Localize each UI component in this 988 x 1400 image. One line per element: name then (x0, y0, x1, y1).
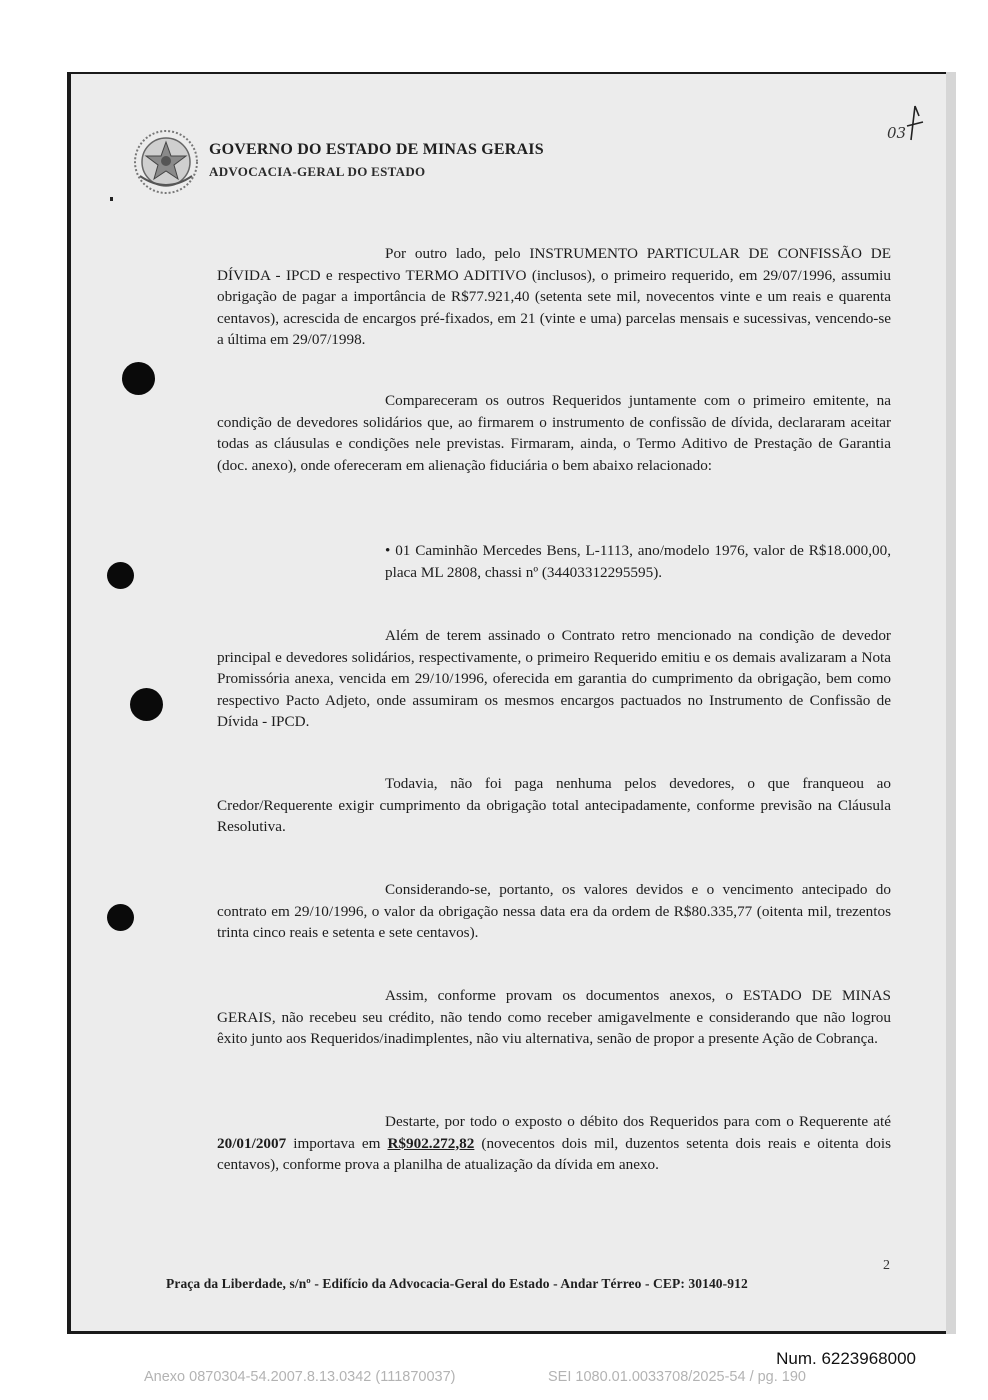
paragraph-6-text: Assim, conforme provam os documentos anexos, o ESTADO DE MINAS GERAIS, não recebeu seu crédito, não tendo como receber amigavelmente e considerando que não logrou êxito junto aos Requeridos/inadimplentes, não viu alternativa, senão de propor a presente Ação de Cobrança. (217, 987, 891, 1047)
document-number: Num. 6223968000 (776, 1349, 916, 1368)
paragraph-3 (217, 625, 891, 733)
punch-hole (107, 904, 134, 931)
page-number: 2 (883, 1258, 890, 1273)
paragraph-1 (217, 243, 891, 351)
paragraph-5 (217, 879, 891, 944)
footer-address: Praça da Liberdade, s/nº - Edifício da Advocacia-Geral do Estado - Andar Térreo - CEP: 30140-912 (166, 1276, 748, 1291)
paragraph-3-text: Além de terem assinado o Contrato retro mencionado na condição de devedor principal e devedores solidários, respectivamente, o primeiro Requerido emitiu e os demais avalizaram a Nota Promissória anexa, vencida em 29/10/1996, oferecida em garantia do cumprimento da obrigação, bem como respectivo Pacto Adjeto, onde assumiram os mesmos encargos pactuados no Instrumento de Confissão de Dívida - IPCD. (217, 627, 891, 730)
org-subtitle: ADVOCACIA-GERAL DO ESTADO (209, 164, 426, 179)
coat-of-arms-seal (132, 128, 200, 196)
scan-edge (946, 72, 956, 1334)
sei-reference: SEI 1080.01.0033708/2025-54 / pg. 190 (548, 1369, 806, 1385)
debt-amount: R$902.272,82 (387, 1134, 475, 1152)
paragraph-5-text: Considerando-se, portanto, os valores devidos e o vencimento antecipado do contrato em 29/10/1996, o valor da obrigação nessa data era da ordem de R$80.335,77 (oitenta mil, trezentos trinta cinco reais e setenta e sete centavos). (217, 881, 891, 941)
paragraph-4 (217, 773, 891, 838)
speck (110, 197, 113, 201)
annex-reference: Anexo 0870304-54.2007.8.13.0342 (111870037) (144, 1369, 456, 1385)
paragraph-2-text: Compareceram os outros Requeridos juntamente com o primeiro emitente, na condição de devedores solidários que, ao firmarem o instrumento de confissão de dívida, declararam aceitar todas as cláusulas e condições nele previstas. Firmaram, ainda, o Termo Aditivo de Prestação de Garantia (doc. anexo), onde ofereceram em alienação fiduciária o bem abaixo relacionado: (217, 392, 891, 474)
paragraph-7-text-b: importava em (286, 1134, 388, 1152)
paragraph-7 (217, 1111, 891, 1176)
paragraph-6 (217, 985, 891, 1050)
punch-hole (107, 562, 134, 589)
punch-hole (130, 688, 163, 721)
punch-hole (122, 362, 155, 395)
handwritten-page-number (885, 98, 929, 148)
paragraph-2 (217, 390, 891, 476)
paragraph-4-text: Todavia, não foi paga nenhuma pelos devedores, o que franqueou ao Credor/Requerente exigir cumprimento da obrigação total antecipadamente, conforme previsão na Cláusula Resolutiva. (217, 775, 891, 835)
bullet-item-vehicle: • 01 Caminhão Mercedes Bens, L-1113, ano/modelo 1976, valor de R$18.000,00, placa ML 2808, chassi nº (34403312295595). (385, 542, 891, 581)
svg-text:03: 03 (887, 124, 907, 142)
debt-date: 20/01/2007 (217, 1134, 287, 1152)
org-name: GOVERNO DO ESTADO DE MINAS GERAIS (209, 141, 544, 158)
paragraph-7-text-c: (novecentos dois mil, duzentos setenta dois reais e oitenta dois centavos), conforme prova a planilha de atualização da dívida em anexo. (217, 1134, 891, 1173)
paragraph-1-text: Por outro lado, pelo INSTRUMENTO PARTICULAR DE CONFISSÃO DE DÍVIDA - IPCD e respectivo TERMO ADITIVO (inclusos), o primeiro requerido, em 29/07/1996, assumiu obrigação de pagar a importância de R$77.921,40 (setenta sete mil, novecentos vinte e um reais e quarenta centavos), acrescida de encargos pré-fixados, em 21 (vinte e uma) parcelas mensais e sucessivas, vencendo-se a última em 29/07/1998. (217, 245, 891, 348)
paragraph-7-text-a: Destarte, por todo o exposto o débito dos Requeridos para com o Requerente até (385, 1113, 891, 1130)
